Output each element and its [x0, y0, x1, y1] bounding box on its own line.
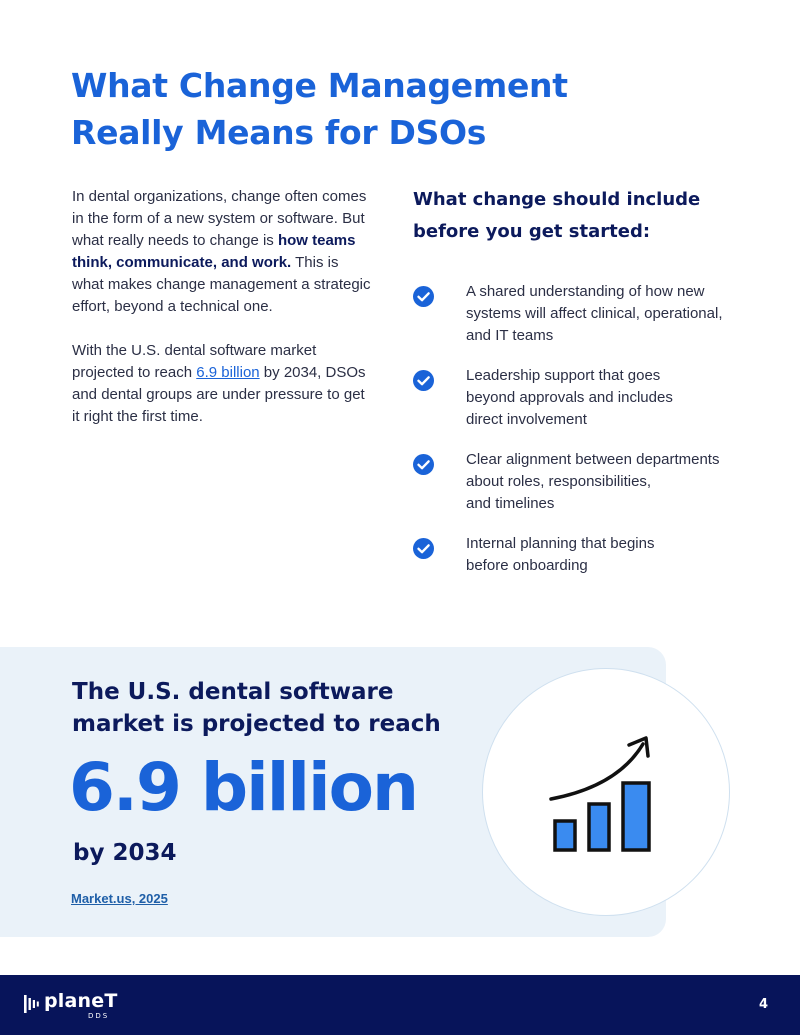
checkmark-circle-icon [413, 454, 434, 475]
intro-paragraph-1-start: In dental organizations, change often comes in the form of a new system or software. But what really needs to change is [72, 188, 367, 249]
page-title-line-2: Really Means for DSOs [71, 113, 487, 152]
growth-bar-chart-icon [483, 669, 731, 917]
intro-paragraph-2 [72, 340, 372, 428]
checklist-heading-line-1: What change should include [413, 189, 701, 210]
growth-chart-badge [482, 668, 730, 916]
stat-value: 6.9 billion [69, 749, 417, 826]
brand-mark-icon [24, 995, 40, 1013]
page-title-line-1: What Change Management [71, 66, 568, 105]
checklist-item [413, 449, 753, 515]
brand-subtitle: DDS [88, 1012, 110, 1020]
checklist-item-line: systems will affect clinical, operational, [466, 305, 723, 322]
intro-paragraph-1 [72, 186, 372, 318]
stat-lead-text [72, 676, 452, 740]
checklist-item [413, 281, 753, 347]
checkmark-circle-icon [413, 538, 434, 559]
checklist-item-line: Clear alignment between departments [466, 451, 720, 468]
stat-lead-line-2: market is projected to reach [72, 711, 441, 737]
checkmark-circle-icon [413, 286, 434, 307]
checklist [413, 281, 753, 577]
checklist-item [413, 533, 753, 577]
brand-name: planeT [44, 990, 118, 1012]
market-size-link[interactable]: 6.9 billion [196, 364, 260, 381]
checklist-item-line: Leadership support that goes [466, 367, 661, 384]
stat-source-link[interactable]: Market.us, 2025 [71, 891, 168, 906]
checklist-item [413, 365, 753, 431]
intro-paragraph-1-end: This is what makes change management a strategic effort, beyond a technical one. [72, 254, 371, 315]
page-title [71, 62, 631, 156]
checklist-item-line: and timelines [466, 495, 555, 512]
intro-emphasis: how teams think, communicate, and work. [72, 232, 356, 271]
checklist-item-line: direct involvement [466, 411, 587, 428]
checklist-item-line: about roles, responsibilities, [466, 473, 652, 490]
checklist-item-line: and IT teams [466, 327, 554, 344]
checklist-heading [413, 184, 743, 248]
checklist-item-line: beyond approvals and includes [466, 389, 673, 406]
checklist-item-line: A shared understanding of how new [466, 283, 705, 300]
checklist-item-line: before onboarding [466, 557, 588, 574]
page-footer [0, 975, 800, 1035]
intro-paragraph-2-end: by 2034, DSOs and dental groups are under pressure to get it right the first time. [72, 364, 366, 425]
intro-text [72, 186, 372, 428]
checklist-item-line: Internal planning that begins [466, 535, 655, 552]
page-number: 4 [758, 997, 768, 1012]
checklist-heading-line-2: before you get started: [413, 221, 651, 242]
stat-lead-line-1: The U.S. dental software [72, 679, 394, 705]
stat-year: by 2034 [73, 840, 177, 866]
checkmark-circle-icon [413, 370, 434, 391]
intro-paragraph-2-start: With the U.S. dental software market projected to reach [72, 342, 317, 381]
